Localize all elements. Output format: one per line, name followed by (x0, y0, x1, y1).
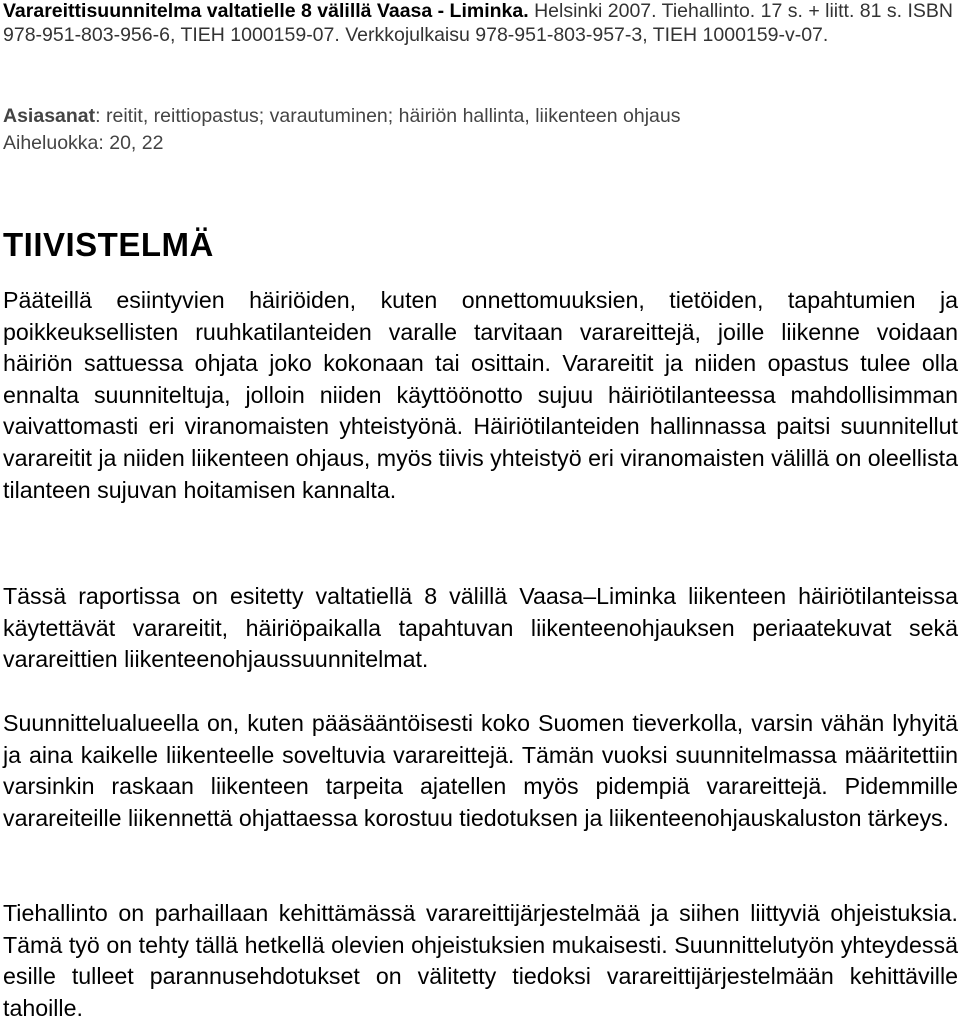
category-label: Aiheluokka (3, 132, 99, 154)
abstract-paragraph: Pääteillä esiintyvien häiriöiden, kuten onnettomuuksien, tietöiden, tapahtumien ja poikkeuksellisten ruuhkatilanteiden varalle tarvitaan varareittejä, joille liikenne voidaan häiriön sattuessa ohjata joko kokonaan tai osittain. Varareitit ja niiden opastus tulee olla ennalta suunniteltuja, jolloin niiden käyttöönotto sujuu häiriötilanteessa mahdollisimman vaivattomasti eri viranomaisten yhteistyönä. Häiriötilanteiden hallinnassa paitsi suunnitellut varareitit ja niiden liikenteen ohjaus, myös tiivis yhteistyö eri viranomaisten välillä on oleellista tilanteen sujuvan hoitamisen kannalta. (3, 287, 959, 503)
publication-details: Helsinki 2007. Tiehallinto. 17 s. + liitt. 81 s. ISBN 978-951-803-956-6, TIEH 1000159-07. Verkkojulkaisu 978-951-803-957-3, TIEH 1000159-v-07. (3, 0, 954, 46)
category-line (3, 130, 955, 157)
abstract-heading: TIIVISTELMÄ (3, 226, 214, 263)
abstract-paragraph: Tässä raportissa on esitetty valtatiellä 8 välillä Vaasa–Liminka liikenteen häiriötilanteissa käytettävät varareitit, häiriöpaikalla tapahtuvan liikenteenohjauksen periaatekuvat sekä varareittien liikenteenohjaussuunnitelmat. (3, 583, 958, 673)
abstract-paragraph: Suunnittelualueella on, kuten pääsääntöisesti koko Suomen tieverkolla, varsin vähän lyhyitä ja aina kaikelle liikenteelle soveltuvia varareittejä. Tämän vuoksi suunnitelmassa määritettiin varsinkin raskaan liikenteen tarpeita ajatellen myös pidempiä varareittejä. Pidemmille varareiteille liikennettä ohjattaessa korostuu tiedotuksen ja liikenteenohjauskaluston tärkeys. (3, 710, 958, 831)
keywords-value: : reitit, reittiopastus; varautuminen; häiriön hallinta, liikenteen ohjaus (95, 105, 681, 127)
keywords-line (3, 103, 955, 130)
citation-block (3, 0, 955, 47)
category-value: : 20, 22 (98, 132, 164, 154)
report-title: Varareittisuunnitelma valtatielle 8 välillä Vaasa - Liminka. (3, 0, 529, 22)
abstract-paragraph: Tiehallinto on parhaillaan kehittämässä varareittijärjestelmää ja siihen liittyviä ohjeistuksia. Tämä työ on tehty tällä hetkellä olevien ohjeistuksien mukaisesti. Suunnittelutyön yhteydessä esille tulleet parannusehdotukset on välitetty tiedoksi varareittijärjestelmään kehittäville tahoille. (3, 900, 958, 1021)
keywords-label: Asiasanat (3, 105, 96, 127)
metadata-block (3, 103, 955, 157)
